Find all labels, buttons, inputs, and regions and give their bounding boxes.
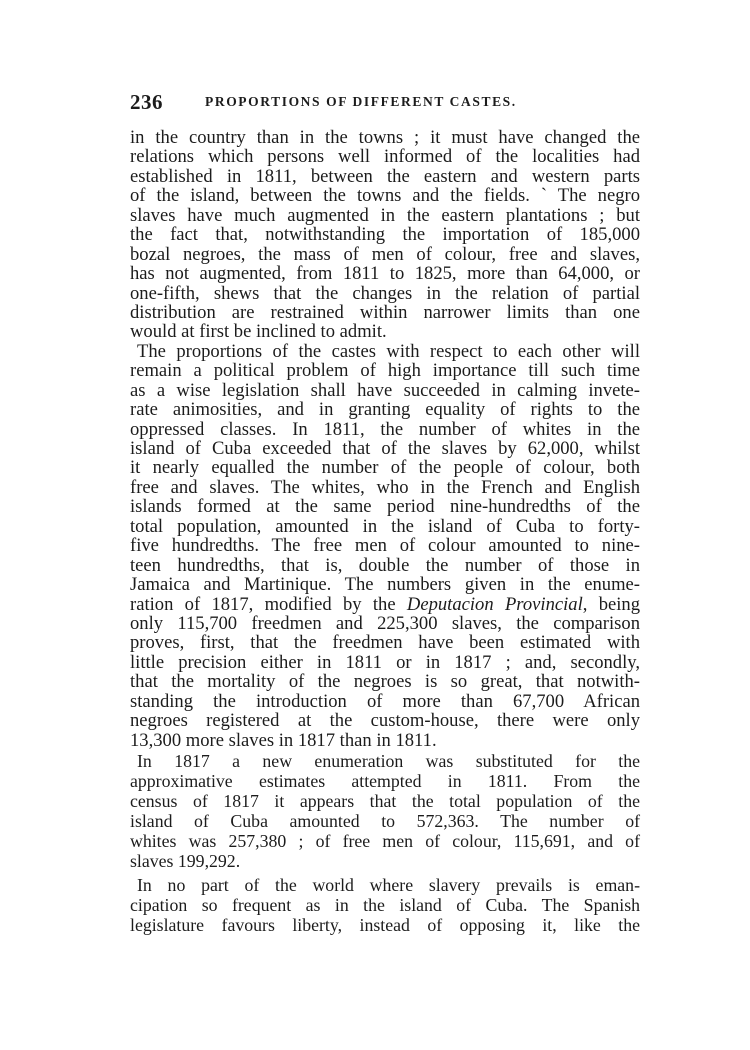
text-line: relations which persons well informed of the localities had	[130, 146, 640, 168]
text-line: legislature favours liberty, instead of opposing it, like the	[130, 915, 640, 935]
text-line: five hundredths. The free men of colour amounted to nine-	[130, 535, 640, 557]
text-run: ration of 1817, modified by the	[130, 593, 407, 615]
text-line: free and slaves. The whites, who in the French and English	[130, 476, 640, 498]
text-line: has not augmented, from 1811 to 1825, more than 64,000, or	[130, 263, 640, 285]
text-line: the fact that, notwithstanding the importation of 185,000	[130, 224, 640, 246]
text-line: slaves have much augmented in the eastern plantations ; but	[130, 204, 640, 226]
text-line: cipation so frequent as in the island of Cuba. The Spanish	[130, 895, 640, 915]
text-line: census of 1817 it appears that the total population of the	[130, 791, 640, 811]
text-line: island of Cuba amounted to 572,363. The number of	[130, 811, 640, 831]
text-line: oppressed classes. In 1811, the number of whites in the	[130, 418, 640, 440]
text-line: In 1817 a new enumeration was substituted for the	[137, 751, 640, 771]
text-line: would at first be inclined to admit.	[130, 321, 387, 343]
text-line: in the country than in the towns ; it must have changed the	[130, 127, 640, 148]
text-line: negroes registered at the custom-house, there were only	[130, 710, 640, 732]
text-line: whites was 257,380 ; of free men of colour, 115,691, and of	[130, 831, 640, 851]
text-line: of the island, between the towns and the fields. ` The negro	[130, 185, 640, 207]
text-run: , being	[582, 593, 641, 615]
text-line: that the mortality of the negroes is so great, that notwith-	[130, 671, 640, 693]
page-header	[130, 90, 640, 114]
paragraph-4	[130, 875, 640, 935]
paragraph-2	[130, 342, 640, 750]
text-line: island of Cuba exceeded that of the slaves by 62,000, whilst	[130, 438, 640, 459]
running-title: PROPORTIONS OF DIFFERENT CASTES.	[205, 94, 517, 109]
text-line: The proportions of the castes with respect to each other will	[137, 340, 640, 362]
text-line: bozal negroes, the mass of men of colour, free and slaves,	[130, 243, 640, 265]
text-line: remain a political problem of high importance till such time	[130, 360, 640, 382]
text-line: distribution are restrained within narrower limits than one	[130, 301, 640, 323]
text-line-with-italic	[130, 595, 640, 614]
text-line: Jamaica and Martinique. The numbers given in the enume-	[130, 574, 640, 596]
text-line: established in 1811, between the eastern and western parts	[130, 165, 640, 187]
text-line: it nearly equalled the number of the people of colour, both	[130, 457, 640, 479]
text-line: teen hundredths, that is, double the number of those in	[130, 554, 640, 576]
text-line: little precision either in 1811 or in 1817 ; and, secondly,	[130, 651, 640, 673]
text-line: only 115,700 freedmen and 225,300 slaves, the comparison	[130, 612, 640, 634]
text-line: approximative estimates attempted in 1811. From the	[130, 771, 640, 791]
paragraph-1	[130, 128, 640, 342]
page-number: 236	[130, 90, 163, 114]
text-line: In no part of the world where slavery prevails is eman-	[137, 875, 640, 895]
text-line: slaves 199,292.	[130, 851, 241, 871]
text-line: rate animosities, and in granting equality of rights to the	[130, 399, 640, 421]
text-line: islands formed at the same period nine-hundredths of the	[130, 496, 640, 518]
text-line: proves, first, that the freedmen have been estimated with	[130, 632, 640, 654]
text-line: as a wise legislation shall have succeeded in calming invete-	[130, 379, 640, 401]
italic-phrase: Deputacion Provincial	[406, 593, 583, 615]
body-text	[130, 128, 640, 935]
text-line: total population, amounted in the island of Cuba to forty-	[130, 515, 640, 537]
text-line: standing the introduction of more than 67,700 African	[130, 690, 640, 712]
text-line: one-fifth, shews that the changes in the relation of partial	[130, 282, 640, 304]
paragraph-3	[130, 751, 640, 871]
text-line: 13,300 more slaves in 1817 than in 1811.	[130, 729, 437, 751]
